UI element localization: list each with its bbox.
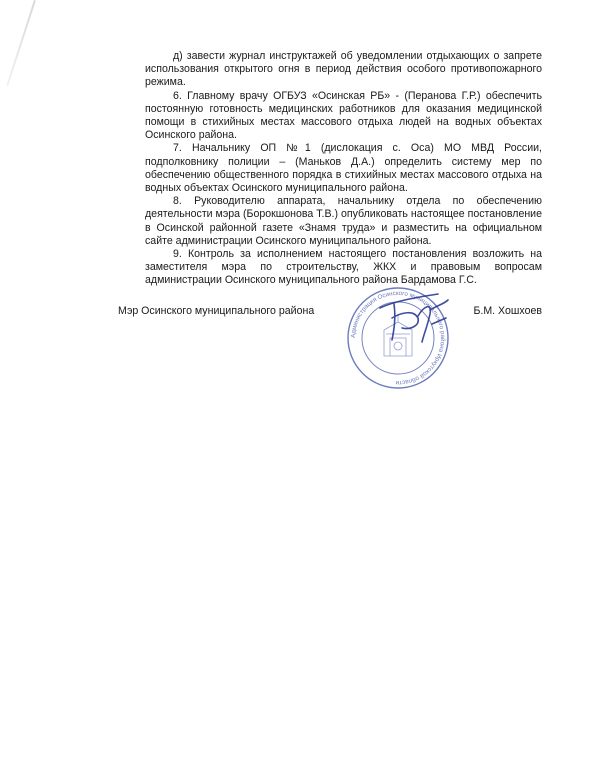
paragraph-9: 9. Контроль за исполнением настоящего постановления возложить на заместителя мэра по строительству, ЖКХ и правовым вопросам администрации Осинского муниципального района Бардамова Г.С. [145, 248, 542, 287]
signature-row [118, 305, 542, 321]
seal-text: Администрация Осинского муниципального района Иркутской области [349, 289, 447, 387]
paragraph-6: 6. Главному врачу ОГБУЗ «Осинская РБ» - (Перанова Г.Р.) обеспечить постоянную готовность медицинских работников для оказания медицинской помощи в стихийных местах массового отдыха людей на водных объектах Осинского района. [145, 89, 542, 142]
paragraph-8: 8. Руководителю аппарата, начальнику отдела по обеспечению деятельности мэра (Борокшонова Т.В.) опубликовать настоящее постановление в Осинской районной газете «Знамя труда» и разместить на официальном сайте администрации Осинского муниципального района. [145, 195, 542, 247]
document-body [145, 50, 542, 288]
paragraph-d: д) завести журнал инструктажей об уведомлении отдыхающих о запрете использования открытого огня в период действия особого противопожарного режима. [145, 50, 542, 89]
signatory-position: Мэр Осинского муниципального района [118, 305, 315, 317]
scan-artifact [6, 0, 36, 86]
signatory-name: Б.М. Хошхоев [473, 305, 542, 317]
paragraph-7: 7. Начальнику ОП №1 (дислокация с. Оса) МО МВД России, подполковнику полиции – (Маньков Д.А.) определить систему мер по обеспечению общественного порядка в стихийных местах массового отдыха на водных объектах Осинского муниципального района. [145, 142, 542, 195]
